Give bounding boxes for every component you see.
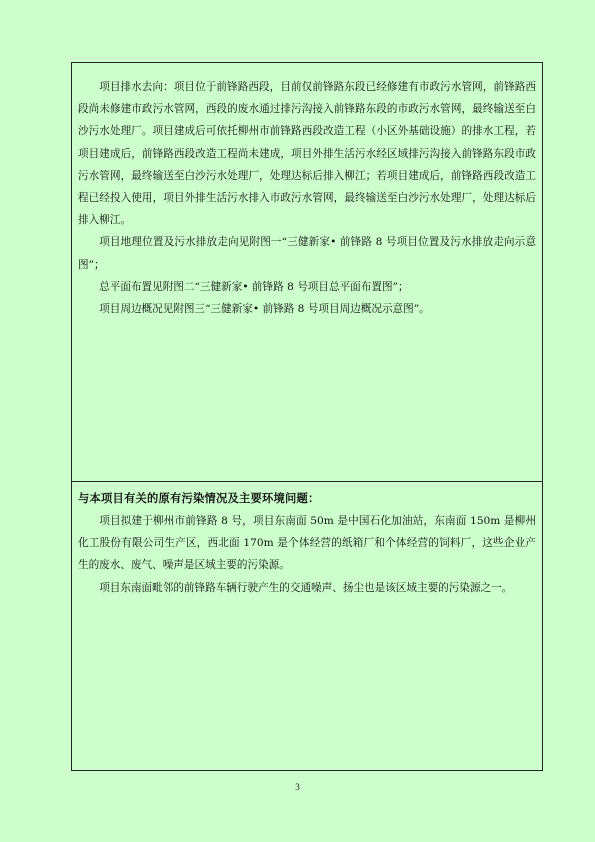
traffic-noise-paragraph: 项目东南面毗邻的前锋路车辆行驶产生的交通噪声、扬尘也是该区域主要的污染源之一。 xyxy=(99,581,513,594)
pollution-sources-paragraph: 项目拟建于柳州市前锋路 8 号，项目东南面 50m 是中国石化加油站，东南面 150m 是柳州化工股份有限公司生产区，西北面 170m 是个体经营的纸箱厂和个体经营的饲料厂，这些企业产生的废水、废气、噪声是区域主要的污染源。 xyxy=(78,515,536,572)
page-number: 3 xyxy=(295,782,300,792)
drainage-paragraph: 项目排水去向：项目位于前锋路西段，目前仅前锋路东段已经修建有市政污水管网，前锋路西段尚未修建市政污水管网，西段的废水通过排污沟接入前锋路东段的市政污水管网，最终输送至白沙污水处理厂。项目建成后可依托柳州市前锋路西段改造工程（小区外基础设施）的排水工程，若项目建成后，前锋路西段改造工程尚未建成，项目外排生活污水经区域排污沟接入前锋路东段市政污水管网，最终输送至白沙污水处理厂，处理达标后排入柳江；若项目建成后，前锋路西段改造工程已经投入使用，项目外排生活污水排入市政污水管网，最终输送至白沙污水处理厂，处理达标后排入柳江。 xyxy=(78,81,536,227)
pollution-content xyxy=(72,510,542,599)
drainage-section xyxy=(72,63,542,482)
surroundings-reference: 项目周边概况见附图三“三健新家• 前锋路 8 号项目周边概况示意图”。 xyxy=(99,303,430,316)
pollution-section xyxy=(72,482,542,770)
drainage-content xyxy=(72,63,542,320)
location-map-reference: 项目地理位置及污水排放走向见附图一“三健新家• 前锋路 8 号项目位置及污水排放走向示意图”； xyxy=(78,236,536,271)
section-heading: 与本项目有关的原有污染情况及主要环境问题： xyxy=(78,492,320,505)
site-plan-reference: 总平面布置见附图二“三健新家• 前锋路 8 号项目总平面布置图”； xyxy=(99,280,409,293)
table-frame xyxy=(71,62,543,771)
